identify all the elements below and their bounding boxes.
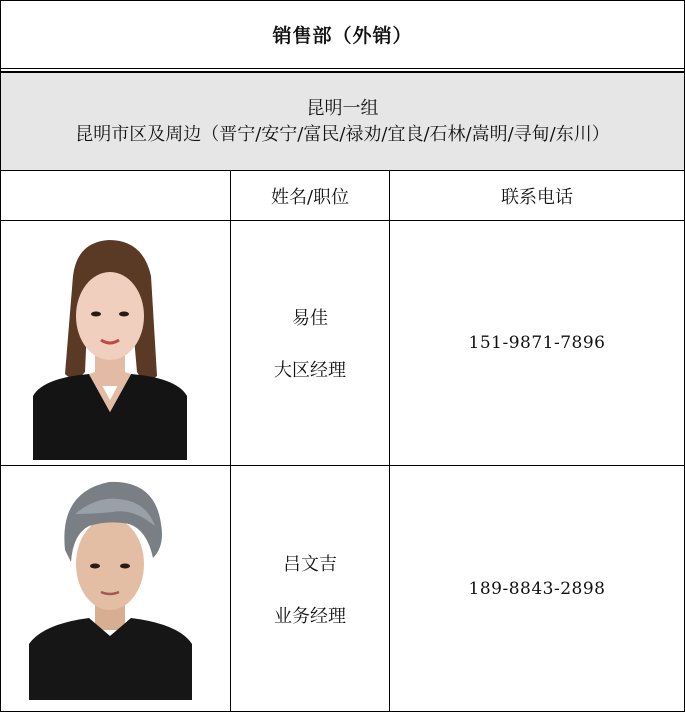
staff-photo-male [29, 474, 192, 700]
staff-name: 吕文吉 [283, 553, 337, 575]
group-name: 昆明一组 [306, 97, 379, 119]
title-divider-1 [0, 68, 685, 69]
group-region: 昆明市区及周边（晋宁/安宁/富民/禄劝/宜良/石林/嵩明/寻甸/东川） [75, 123, 610, 145]
staff-position: 业务经理 [274, 605, 346, 627]
portrait-icon [33, 236, 187, 460]
header-name-position: 姓名/职位 [270, 186, 350, 208]
page-title: 销售部（外销） [272, 25, 413, 47]
header-phone: 联系电话 [501, 186, 573, 208]
staff-cell-name-position [231, 466, 389, 711]
staff-phone: 189-8843-2898 [468, 578, 606, 599]
staff-cell-name-position [231, 221, 389, 465]
group-info [1, 73, 684, 170]
staff-photo-female [33, 236, 187, 460]
staff-name: 易佳 [292, 308, 328, 329]
staff-phone: 151-9871-7896 [468, 333, 606, 353]
staff-position: 大区经理 [274, 360, 346, 381]
portrait-icon [29, 474, 192, 700]
